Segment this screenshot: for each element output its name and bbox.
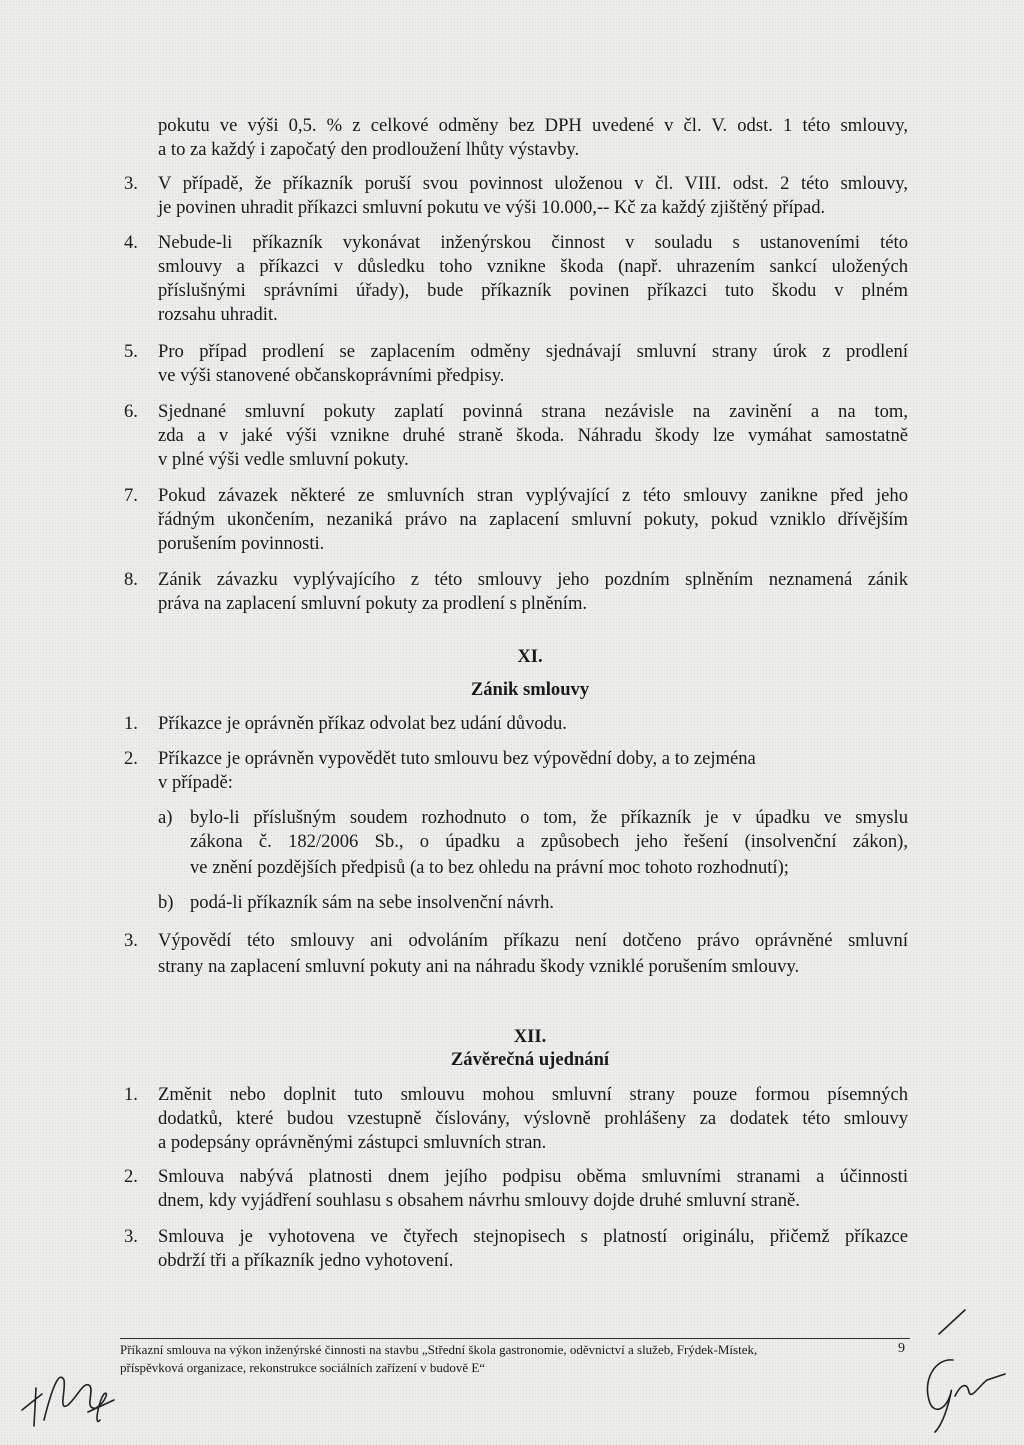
item-number: 2. [124,748,138,769]
text-line: porušením povinnosti. [158,533,325,554]
text-line: Pro případ prodlení se zaplacením odměny sjednávají smluvní strany úrok z prodlení [158,341,908,362]
text-line: Nebude-li příkazník vykonávat inženýrskou činnost v souladu s ustanoveními této [158,232,908,253]
footer-divider [120,1338,910,1339]
item-number: 1. [124,713,138,734]
text-line: příslušnými správními úřady), bude příkazník povinen příkazci tuto škodu v plném [158,280,908,301]
text-line: dnem, kdy vyjádření souhlasu s obsahem návrhu smlouvy dojde druhé smluvní straně. [158,1190,800,1211]
item-number: 3. [124,930,138,951]
item-number: 5. [124,341,138,362]
signature-right-icon [895,1300,1010,1435]
text-line: Smlouva nabývá platnosti dnem jejího podpisu oběma smluvními stranami a účinnosti [158,1166,908,1187]
text-line: v případě: [158,772,233,793]
item-number: 6. [124,401,138,422]
section-title: Závěrečná ujednání [450,1049,610,1070]
sub-item-letter: b) [158,892,174,913]
text-line: V případě, že příkazník poruší svou povinnost uloženou v čl. VIII. odst. 2 této smlouvy, [158,173,908,194]
text-line: a podepsány oprávněnými zástupci smluvních stran. [158,1132,547,1153]
text-line: Smlouva je vyhotovena ve čtyřech stejnopisech s platností originálu, přičemž příkazce [158,1226,908,1247]
page-number: 9 [898,1341,905,1356]
section-number: XII. [513,1026,547,1047]
item-number: 7. [124,485,138,506]
text-line: Příkazce je oprávněn příkaz odvolat bez udání důvodu. [158,713,567,734]
text-line: zda a v jaké výši vznikne druhé straně škoda. Náhradu škody lze vymáhat samostatně [158,425,908,446]
footer-line: příspěvková organizace, rekonstrukce sociálních zařízení v budově E“ [120,1360,486,1375]
section-number: XI. [517,646,543,667]
text-line: ve znění pozdějších předpisů (a to bez ohledu na právní moc tohoto rozhodnutí); [190,857,789,878]
text-line: Zánik závazku vyplývajícího z této smlouvy jeho pozdním splněním neznamená zánik [158,569,908,590]
section-title: Zánik smlouvy [470,679,590,700]
text-line: rozsahu uhradit. [158,304,278,325]
text-line: Změnit nebo doplnit tuto smlouvu mohou smluvní strany pouze formou písemných [158,1084,908,1105]
text-line: podá-li příkazník sám na sebe insolvenční návrh. [190,892,555,913]
text-line: Pokud závazek některé ze smluvních stran vyplývající z této smlouvy zanikne před jeho [158,485,908,506]
item-number: 3. [124,173,138,194]
item-number: 2. [124,1166,138,1187]
footer-line: Příkazní smlouva na výkon inženýrské činnosti na stavbu „Střední škola gastronomie, oděvnictví a služeb, Frýdek-Místek, [120,1342,758,1357]
text-line: bylo-li příslušným soudem rozhodnuto o tom, že příkazník je v úpadku ve smyslu [190,807,908,828]
text-line: dodatků, které budou vzestupně číslovány, výslovně prohlášeny za dodatek této smlouvy [158,1108,908,1129]
text-line: řádným ukončením, nezaniká právo na zaplacení smluvní pokuty, pokud vzniklo dřívějším [158,509,908,530]
text-line: Příkazce je oprávněn vypovědět tuto smlouvu bez výpovědní doby, a to zejména [158,748,756,769]
item-number: 1. [124,1084,138,1105]
item-number: 3. [124,1226,138,1247]
text-line: strany na zaplacení smluvní pokuty ani na náhradu škody vzniklé porušením smlouvy. [158,956,800,977]
text-line: Sjednané smluvní pokuty zaplatí povinná strana nezávisle na zavinění a na tom, [158,401,908,422]
text-line: v plné výši vedle smluvní pokuty. [158,449,409,470]
text-line: obdrží tři a příkazník jedno vyhotovení. [158,1250,454,1271]
text-line: ve výši stanovené občanskoprávními předpisy. [158,365,505,386]
text-line: a to za každý i započatý den prodloužení lhůty výstavby. [158,139,580,160]
text-line: pokutu ve výši 0,5. % z celkové odměny bez DPH uvedené v čl. V. odst. 1 této smlouvy, [158,115,908,136]
item-number: 4. [124,232,138,253]
text-line: práva na zaplacení smluvní pokuty za prodlení s plněním. [158,593,588,614]
signature-left-icon [14,1350,124,1435]
text-line: zákona č. 182/2006 Sb., o úpadku a způsobech jeho řešení (insolvenční zákon), [190,831,908,852]
item-number: 8. [124,569,138,590]
text-line: je povinen uhradit příkazci smluvní pokutu ve výši 10.000,-- Kč za každý zjištěný případ. [158,197,826,218]
sub-item-letter: a) [158,807,173,828]
text-line: Výpovědí této smlouvy ani odvoláním příkazu není dotčeno právo oprávněné smluvní [158,930,908,951]
text-line: smlouvy a příkazci v důsledku toho vznikne škoda (např. uhrazením sankcí uložených [158,256,908,277]
